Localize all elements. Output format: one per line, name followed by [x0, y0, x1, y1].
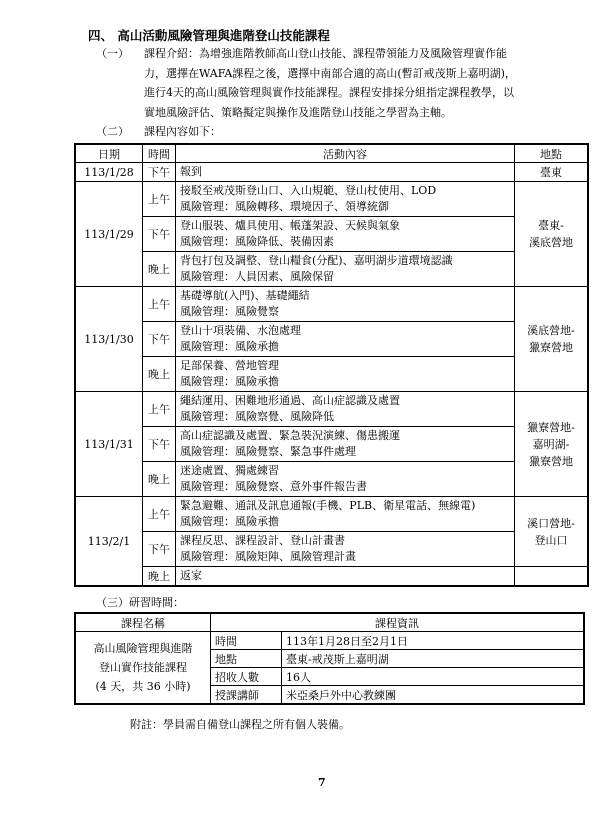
course-name-cell — [75, 632, 211, 705]
activity-cell — [176, 252, 515, 287]
risk-line: 風險管理：人員因素、風險保留 — [180, 270, 334, 283]
place-cell — [515, 392, 589, 497]
table-row — [75, 392, 588, 427]
activity-line: 高山症認識及處置、緊急裝況演練、傷患搬運 — [180, 429, 400, 442]
risk-line: 風險管理：風險承擔 — [180, 340, 279, 353]
risk-line: 風險管理：風險察覺、風險降低 — [180, 410, 334, 423]
table-row — [75, 322, 588, 357]
activity-line: 基礎導航(入門)、基礎繩結 — [180, 289, 310, 302]
time-cell: 下午 — [143, 322, 176, 357]
info-key: 授課講師 — [211, 686, 282, 705]
activity-cell — [176, 322, 515, 357]
time-cell: 晚上 — [143, 357, 176, 392]
table-row — [75, 252, 588, 287]
section-heading: 四、 高山活動風險管理與進階登山技能課程 — [88, 28, 330, 43]
course-hours: (4 天，共 36 小時) — [95, 680, 191, 693]
activity-cell — [176, 497, 515, 532]
activity-line: 足部保養、營地管理 — [180, 359, 279, 372]
section3-text: 研習時間： — [129, 596, 184, 609]
time-cell: 下午 — [143, 532, 176, 567]
place-cell — [515, 287, 589, 392]
risk-line: 風險管理：風險承擔 — [180, 375, 279, 388]
header-date: 日期 — [75, 144, 143, 163]
schedule-header-row — [75, 144, 588, 163]
place-line: 獵寮營地 — [529, 341, 573, 354]
header-course-info: 課程資訊 — [211, 613, 585, 632]
activity-cell: 返家 — [176, 567, 515, 587]
table-row — [75, 497, 588, 532]
section2-number: （二） — [96, 125, 129, 138]
table-row — [75, 217, 588, 252]
info-value: 米亞桑戶外中心教練團 — [282, 686, 585, 705]
intro-line-4: 實地風險評估、策略擬定與操作及進階登山技能之學習為主軸。 — [144, 105, 452, 119]
risk-line: 風險管理：風險覺察 — [180, 305, 279, 318]
time-cell: 下午 — [143, 163, 176, 182]
activity-cell — [176, 427, 515, 462]
intro-number: （一） — [96, 47, 129, 60]
table-row — [75, 462, 588, 497]
activity-cell — [176, 357, 515, 392]
intro-line-1: 課程介紹：為增強進階教師高山登山技能、課程帶領能力及風險管理實作能 — [144, 47, 507, 60]
info-value: 臺東-戒茂斯上嘉明湖 — [282, 650, 585, 668]
table-row — [75, 427, 588, 462]
time-cell: 晚上 — [143, 567, 176, 587]
info-header-row — [75, 613, 584, 632]
time-cell: 下午 — [143, 217, 176, 252]
place-line: 獵寮營地- — [527, 420, 575, 434]
activity-cell — [176, 182, 515, 217]
section3-number: （三） — [96, 596, 129, 609]
activity-cell — [176, 462, 515, 497]
activity-line: 課程反思、課程設計、登山計畫書 — [180, 534, 345, 547]
date-cell: 113/1/31 — [75, 392, 143, 497]
info-value: 16人 — [282, 668, 585, 686]
schedule-table — [74, 143, 589, 587]
activity-line: 背包打包及調整、登山糧食(分配)、嘉明湖步道環境認識 — [180, 254, 453, 267]
place-cell: 臺東 — [515, 163, 589, 182]
header-place: 地點 — [515, 144, 589, 163]
time-cell: 晚上 — [143, 252, 176, 287]
time-cell: 上午 — [143, 497, 176, 532]
header-time: 時間 — [143, 144, 176, 163]
time-cell: 上午 — [143, 287, 176, 322]
risk-line: 風險管理：風險覺察、意外事件報告書 — [180, 480, 367, 493]
date-cell: 113/1/29 — [75, 182, 143, 287]
activity-line: 緊急避難、通訊及訊息通報(手機、PLB、衛星電話、無線電) — [180, 499, 476, 512]
activity-cell — [176, 532, 515, 567]
date-cell: 113/2/1 — [75, 497, 143, 587]
activity-line: 接駁至戒茂斯登山口、入山規範、登山杖使用、LOD — [180, 184, 437, 197]
footnote: 附註：學員需自備登山課程之所有個人裝備。 — [130, 718, 350, 731]
course-name-line: 登山實作技能課程 — [99, 661, 187, 674]
place-line: 溪底營地- — [527, 324, 575, 337]
date-cell: 113/1/30 — [75, 287, 143, 392]
activity-line: 登山服裝、爐具使用、帳蓬架設、天候與氣象 — [180, 219, 400, 232]
place-line: 獵寮營地 — [529, 454, 573, 468]
activity-line: 繩結運用、困難地形通過、高山症認識及處置 — [180, 394, 400, 407]
place-line: 溪底營地 — [529, 236, 573, 249]
intro-line-2: 力，選擇在WAFA課程之後，選擇中南部合適的高山(暫訂戒茂斯上嘉明湖)， — [144, 66, 516, 80]
info-value: 113年1月28日至2月1日 — [282, 632, 585, 650]
activity-cell — [176, 287, 515, 322]
activity-cell: 報到 — [176, 163, 515, 182]
risk-line: 風險管理：風險覺察、緊急事件處理 — [180, 445, 356, 458]
risk-line: 風險管理：風險承擔 — [180, 515, 279, 528]
table-row — [75, 567, 588, 587]
activity-cell — [176, 392, 515, 427]
time-cell: 上午 — [143, 392, 176, 427]
place-cell — [515, 182, 589, 287]
table-row — [75, 182, 588, 217]
course-info-table — [74, 612, 585, 705]
place-cell — [515, 567, 589, 587]
table-row — [75, 287, 588, 322]
info-key: 時間 — [211, 632, 282, 650]
header-activity: 活動內容 — [176, 144, 515, 163]
risk-line: 風險管理：風險降低、裝備因素 — [180, 235, 334, 248]
table-row — [75, 163, 588, 182]
risk-line: 風險管理：風險轉移、環境因子、領導統御 — [180, 200, 389, 213]
activity-cell — [176, 217, 515, 252]
section2-label: 課程內容如下： — [144, 125, 221, 138]
info-key: 招收人數 — [211, 668, 282, 686]
table-row — [75, 632, 584, 650]
table-row — [75, 532, 588, 567]
page-number: 7 — [318, 776, 326, 789]
place-line: 嘉明湖- — [532, 437, 570, 451]
place-line: 登山口 — [534, 533, 568, 547]
place-cell — [515, 497, 589, 567]
time-cell: 下午 — [143, 427, 176, 462]
course-name-line: 高山風險管理與進階 — [93, 642, 193, 655]
place-line: 臺東- — [538, 219, 564, 232]
activity-line: 迷途處置、獨處練習 — [180, 464, 279, 477]
course-intro — [96, 44, 586, 142]
activity-line: 登山十項裝備、水泡處理 — [180, 324, 301, 337]
place-line: 溪口營地- — [527, 516, 575, 530]
section3-label — [96, 594, 184, 610]
intro-line-3: 進行4天的高山風險管理與實作技能課程。課程安排採分組指定課程教學，以 — [144, 86, 514, 99]
info-key: 地點 — [211, 650, 282, 668]
time-cell: 上午 — [143, 182, 176, 217]
time-cell: 晚上 — [143, 462, 176, 497]
date-cell: 113/1/28 — [75, 163, 143, 182]
table-row — [75, 357, 588, 392]
header-course-name: 課程名稱 — [75, 613, 211, 632]
risk-line: 風險管理：風險矩陣、風險管理計畫 — [180, 550, 356, 563]
